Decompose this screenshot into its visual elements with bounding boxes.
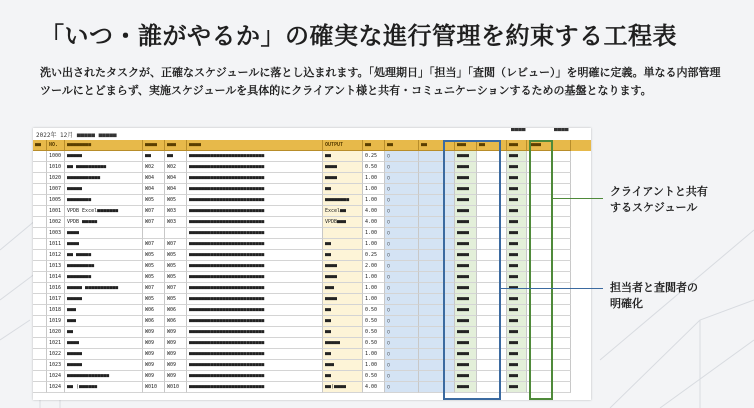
table-cell: 0.50 xyxy=(363,305,385,316)
table-cell: W02 xyxy=(165,162,187,173)
reviewer-highlight-box xyxy=(443,140,501,400)
table-cell: W03 xyxy=(165,217,187,228)
table-cell: 1.00 xyxy=(363,294,385,305)
table-cell: W09 xyxy=(143,360,165,371)
table-cell: ■■■ xyxy=(507,250,527,261)
table-row xyxy=(33,173,591,184)
table-cell: ■■■■■■■■■■■■■■■■■■■■■■■■■ xyxy=(187,294,323,305)
table-cell: ■■■■ xyxy=(455,327,477,338)
table-cell: ■■■ xyxy=(507,217,527,228)
page-title: 「いつ・誰がやるか」の確実な進行管理を約束する工程表 xyxy=(40,22,677,50)
table-cell: W07 xyxy=(165,239,187,250)
table-cell: ◯ xyxy=(385,261,419,272)
table-cell: ■■■■■ xyxy=(65,184,143,195)
table-cell: ■■■■■■■■■■■■■■■■■■■■■■■■■ xyxy=(187,206,323,217)
table-cell: ■■■ xyxy=(507,206,527,217)
table-cell: ■■ xyxy=(323,239,363,250)
table-cell: W05 xyxy=(165,294,187,305)
table-row xyxy=(33,250,591,261)
table-header-cell: ■■ xyxy=(419,140,455,151)
table-cell: ■■■■■■■■■■■■■■■■■■■■■■■■■ xyxy=(187,360,323,371)
table-cell: ■■■■ xyxy=(455,151,477,162)
client-callout-line xyxy=(553,198,603,199)
table-cell: W06 xyxy=(143,305,165,316)
table-cell: ◯ xyxy=(385,272,419,283)
table-cell: ■■■■ xyxy=(455,162,477,173)
table-row xyxy=(33,316,591,327)
table-cell: ■■■■ xyxy=(455,250,477,261)
table-header-cell: ■■■■■■■■ xyxy=(65,140,143,151)
table-cell: ■■■■■■■■■■■■■■■■■■■■■■■■■ xyxy=(187,272,323,283)
table-row xyxy=(33,162,591,173)
table-row xyxy=(33,360,591,371)
table-cell xyxy=(33,272,47,283)
table-cell xyxy=(33,305,47,316)
table-cell: ■■■ xyxy=(507,327,527,338)
table-cell: 0.25 xyxy=(363,151,385,162)
table-cell: ◯ xyxy=(385,228,419,239)
table-cell xyxy=(33,360,47,371)
table-cell: ■■(■■■■ xyxy=(323,382,363,393)
table-cell: W04 xyxy=(165,173,187,184)
table-cell: ◯ xyxy=(385,382,419,393)
table-cell: ■■■ xyxy=(507,261,527,272)
table-cell: ◯ xyxy=(385,173,419,184)
table-row xyxy=(33,217,591,228)
page-description: 洗い出されたタスクが、正確なスケジュールに落とし込まれます。「処理期日」「担当」「査閲（レビュー）」を明確に定義。単なる内部管理ツールにとどまらず、実施スケジュールを具体的にクライアント様と共有・コミュニケーションするための基盤となります。 xyxy=(40,66,721,97)
table-cell: 1017 xyxy=(47,294,65,305)
table-cell: ■■■ xyxy=(507,184,527,195)
table-header-cell: ■■ xyxy=(477,140,507,151)
table-cell: W09 xyxy=(165,360,187,371)
table-cell xyxy=(33,151,47,162)
table-cell xyxy=(33,283,47,294)
table-cell xyxy=(33,382,47,393)
table-cell: W07 xyxy=(143,217,165,228)
table-cell: W05 xyxy=(165,250,187,261)
table-row xyxy=(33,272,591,283)
table-cell xyxy=(323,228,363,239)
table-cell: ■■■ xyxy=(507,195,527,206)
table-cell: 0.50 xyxy=(363,162,385,173)
client-callout xyxy=(610,184,708,216)
table-cell: ◯ xyxy=(385,283,419,294)
table-cell: ■■■ xyxy=(507,338,527,349)
table-row xyxy=(33,206,591,217)
table-cell: ◯ xyxy=(385,305,419,316)
table-cell: 4.00 xyxy=(363,382,385,393)
table-cell: 1002 xyxy=(47,217,65,228)
table-cell: ■■■■ xyxy=(455,272,477,283)
table-cell: W09 xyxy=(165,349,187,360)
table-cell: 0.50 xyxy=(363,371,385,382)
table-cell: 1020 xyxy=(47,173,65,184)
table-cell: ■■■■ xyxy=(323,261,363,272)
table-cell: ◯ xyxy=(385,206,419,217)
table-cell: ■■ ■■■■■ xyxy=(65,250,143,261)
table-cell: ■■ xyxy=(323,349,363,360)
sheet-date: 2022年 12月 ■■■■■ ■■■■■ xyxy=(36,132,117,139)
table-cell xyxy=(143,228,165,239)
table-cell: ◯ xyxy=(385,162,419,173)
table-cell: ◯ xyxy=(385,151,419,162)
table-cell: ◯ xyxy=(385,195,419,206)
table-cell: W05 xyxy=(165,195,187,206)
table-cell: W07 xyxy=(143,283,165,294)
table-cell: ■■■ xyxy=(507,272,527,283)
table-cell: 1.00 xyxy=(363,349,385,360)
table-cell: ■■■■■■■■■■■■■■■■■■■■■■■■■ xyxy=(187,305,323,316)
table-cell: ■■■■ xyxy=(455,382,477,393)
table-cell: ■■■■■■■■■■■■■■■■■■■■■■■■■ xyxy=(187,349,323,360)
table-cell: 1024 xyxy=(47,371,65,382)
table-cell: W05 xyxy=(143,250,165,261)
table-cell: ■■■ xyxy=(507,239,527,250)
table-header-cell: NO. xyxy=(47,140,65,151)
table-cell: ■■■■■ xyxy=(65,360,143,371)
table-cell: ■■■ xyxy=(507,371,527,382)
table-cell: Excel■■ xyxy=(323,206,363,217)
table-cell: ■■■■■ xyxy=(65,151,143,162)
table-cell: 1007 xyxy=(47,184,65,195)
table-cell: ■■■ xyxy=(323,283,363,294)
table-cell: ■■■ xyxy=(65,316,143,327)
table-cell: ◯ xyxy=(385,360,419,371)
table-cell: ■■■■■■■■■■■■■■■■■■■■■■■■■ xyxy=(187,327,323,338)
table-cell: VPDB ■■■■■ xyxy=(65,217,143,228)
table-row xyxy=(33,349,591,360)
table-cell: ◯ xyxy=(385,239,419,250)
table-cell: ■■■ xyxy=(507,228,527,239)
table-cell: ■■■■■ xyxy=(323,338,363,349)
table-cell: W05 xyxy=(165,261,187,272)
table-cell: ■■■■■■■■■■■■■■■■■■■■■■■■■ xyxy=(187,195,323,206)
table-cell: 0.50 xyxy=(363,316,385,327)
table-cell: ■■■ xyxy=(507,283,527,294)
table-cell: 4.00 xyxy=(363,206,385,217)
table-cell: ■■■■ xyxy=(65,239,143,250)
table-cell: ■■■■■■■■ xyxy=(65,195,143,206)
table-cell: ■■■■ xyxy=(323,294,363,305)
table-cell: ■■■ xyxy=(507,162,527,173)
sheet-right-note-1: ■■■■ xyxy=(511,128,526,133)
table-cell: ■■■■■■■■■■■■■■ xyxy=(65,371,143,382)
schedule-sheet xyxy=(33,128,591,400)
table-cell: W09 xyxy=(143,349,165,360)
table-cell xyxy=(33,195,47,206)
table-cell: W07 xyxy=(165,283,187,294)
client-callout-line2: するスケジュール xyxy=(610,201,698,214)
table-cell: 1010 xyxy=(47,162,65,173)
table-header-cell: OUTPUT xyxy=(323,140,363,151)
table-cell: 1.00 xyxy=(363,239,385,250)
table-cell: ■■■■■■■■■■■■■■■■■■■■■■■■■ xyxy=(187,283,323,294)
table-cell: ■■■■■■■■■■■■■■■■■■■■■■■■■ xyxy=(187,228,323,239)
table-cell: 1023 xyxy=(47,360,65,371)
table-cell: ■■ xyxy=(323,151,363,162)
table-cell: ■■■■■■■■■■■■■■■■■■■■■■■■■ xyxy=(187,250,323,261)
table-cell: ■■■■ xyxy=(323,162,363,173)
table-cell: ■■■■■■■■■■■■■■■■■■■■■■■■■ xyxy=(187,261,323,272)
table-cell: ■■■■■■■■■■■■■■■■■■■■■■■■■ xyxy=(187,184,323,195)
table-row xyxy=(33,382,591,393)
table-cell: ■■■ xyxy=(507,349,527,360)
table-cell: W05 xyxy=(143,261,165,272)
table-cell: ■■ xyxy=(165,151,187,162)
table-cell: 1.00 xyxy=(363,228,385,239)
table-header-cell: ■■ xyxy=(385,140,419,151)
table-cell: ■■■■ xyxy=(455,228,477,239)
table-header-cell: ■■■ xyxy=(507,140,527,151)
table-row xyxy=(33,195,591,206)
table-cell: W06 xyxy=(165,316,187,327)
table-cell: ■■■■ xyxy=(455,349,477,360)
table-cell: ■■ xyxy=(323,371,363,382)
table-cell xyxy=(33,206,47,217)
client-schedule-highlight-box xyxy=(529,140,553,400)
table-cell: 1003 xyxy=(47,228,65,239)
table-row xyxy=(33,239,591,250)
table-cell: W06 xyxy=(165,305,187,316)
table-header-cell: ■■■■ xyxy=(143,140,165,151)
table-cell: 1005 xyxy=(47,195,65,206)
table-cell: W09 xyxy=(143,371,165,382)
table-cell: ■■ xyxy=(323,327,363,338)
table-cell: W06 xyxy=(143,316,165,327)
table-cell: ■■■■ xyxy=(455,294,477,305)
table-cell: 1.00 xyxy=(363,360,385,371)
table-cell: ■■■■ xyxy=(455,239,477,250)
table-header-cell: ■■■ xyxy=(455,140,477,151)
table-cell: ■■■■■■■■ xyxy=(323,195,363,206)
table-cell: W04 xyxy=(165,184,187,195)
table-header-row xyxy=(33,140,591,151)
table-row xyxy=(33,371,591,382)
table-cell: 0.50 xyxy=(363,327,385,338)
table-cell: 1022 xyxy=(47,349,65,360)
table-cell: 1.00 xyxy=(363,272,385,283)
table-cell: VPDB Excel■■■■■■■ xyxy=(65,206,143,217)
table-cell: ◯ xyxy=(385,327,419,338)
table-cell: ■■■■ xyxy=(455,360,477,371)
sheet-top-bar xyxy=(33,128,591,140)
table-cell: W03 xyxy=(165,206,187,217)
owner-callout-line xyxy=(501,288,603,289)
table-cell xyxy=(165,228,187,239)
table-cell: ■■■ xyxy=(507,316,527,327)
table-cell: ■■■■■■■■■■■■■■■■■■■■■■■■■ xyxy=(187,217,323,228)
table-header-cell: ■■■■ xyxy=(187,140,323,151)
table-cell: ◯ xyxy=(385,250,419,261)
table-cell: ■■■■■■■■■■■■■■■■■■■■■■■■■ xyxy=(187,162,323,173)
table-cell: ■■ xyxy=(323,316,363,327)
table-row xyxy=(33,228,591,239)
table-cell: ■■■ xyxy=(507,382,527,393)
table-cell: ■■■■■■■■ xyxy=(65,272,143,283)
table-cell: 1013 xyxy=(47,261,65,272)
table-cell: ◯ xyxy=(385,217,419,228)
table-cell: W09 xyxy=(165,338,187,349)
table-cell: ■■■■ xyxy=(455,371,477,382)
table-cell: W010 xyxy=(143,382,165,393)
owner-callout-line2: 明確化 xyxy=(610,297,643,310)
schedule-table xyxy=(33,140,591,393)
table-cell: ■■■ xyxy=(65,305,143,316)
table-cell: ■■ (■■■■■■ xyxy=(65,382,143,393)
table-cell: ■■■■■■■■■■■ xyxy=(65,173,143,184)
table-cell: ■■■■ xyxy=(455,195,477,206)
table-cell: ■■ xyxy=(323,250,363,261)
table-row xyxy=(33,261,591,272)
table-row xyxy=(33,338,591,349)
table-cell: ■■■■■ ■■■■■■■■■■■ xyxy=(65,283,143,294)
table-cell: ■■■■■■■■■■■■■■■■■■■■■■■■■ xyxy=(187,338,323,349)
table-cell: 1.00 xyxy=(363,184,385,195)
table-cell xyxy=(33,250,47,261)
table-cell xyxy=(33,371,47,382)
table-cell: ■■■■■■■■■■■■■■■■■■■■■■■■■ xyxy=(187,371,323,382)
client-callout-line1: クライアントと共有 xyxy=(610,185,708,198)
table-cell: 1.00 xyxy=(363,195,385,206)
table-cell: ■■■■ xyxy=(455,316,477,327)
table-cell: ■■■■ xyxy=(455,217,477,228)
table-header-cell: ■■ xyxy=(363,140,385,151)
table-cell: ■■ xyxy=(323,305,363,316)
table-cell: ■■■■ xyxy=(455,305,477,316)
table-cell: W09 xyxy=(165,371,187,382)
table-cell: 1016 xyxy=(47,283,65,294)
table-cell: ■■■■ xyxy=(323,173,363,184)
table-cell: ◯ xyxy=(385,184,419,195)
table-cell: W010 xyxy=(165,382,187,393)
table-cell: W05 xyxy=(143,195,165,206)
table-cell: ■■ xyxy=(65,327,143,338)
table-row xyxy=(33,294,591,305)
table-cell: W04 xyxy=(143,173,165,184)
table-cell: ■■■■ xyxy=(65,338,143,349)
table-cell: ■■■ xyxy=(507,294,527,305)
table-cell xyxy=(33,173,47,184)
table-row xyxy=(33,305,591,316)
table-cell: ■■ xyxy=(143,151,165,162)
table-header-cell: ■■■■ xyxy=(527,140,571,151)
table-cell: ■■■■ xyxy=(455,173,477,184)
table-cell: 1001 xyxy=(47,206,65,217)
table-cell xyxy=(33,217,47,228)
table-row xyxy=(33,327,591,338)
table-cell: ◯ xyxy=(385,349,419,360)
owner-callout-line1: 担当者と査閲者の xyxy=(610,281,698,294)
table-cell: ■■■■ xyxy=(455,338,477,349)
table-cell: 1018 xyxy=(47,305,65,316)
table-cell: ■■■■■■■■■■■■■■■■■■■■■■■■■ xyxy=(187,173,323,184)
table-cell: 2.00 xyxy=(363,261,385,272)
table-cell xyxy=(33,294,47,305)
table-cell xyxy=(33,239,47,250)
table-cell: ■■■■■■■■■■■■■■■■■■■■■■■■■ xyxy=(187,239,323,250)
table-cell: ◯ xyxy=(385,371,419,382)
table-cell: W09 xyxy=(165,327,187,338)
table-cell: ■■■ xyxy=(507,360,527,371)
table-cell: ■■■■■■■■■■■■■■■■■■■■■■■■■ xyxy=(187,382,323,393)
sheet-right-note-2: ■■■■ xyxy=(554,128,569,133)
table-cell xyxy=(33,228,47,239)
table-cell: W05 xyxy=(143,272,165,283)
table-cell: ◯ xyxy=(385,294,419,305)
table-cell xyxy=(33,184,47,195)
table-cell: 0.25 xyxy=(363,250,385,261)
table-cell: 1024 xyxy=(47,382,65,393)
table-cell: ◯ xyxy=(385,338,419,349)
table-cell: ■■■ xyxy=(507,151,527,162)
table-cell: 1012 xyxy=(47,250,65,261)
table-cell xyxy=(33,338,47,349)
owner-callout xyxy=(610,280,698,312)
table-cell xyxy=(33,162,47,173)
table-cell: ■■■■ xyxy=(455,283,477,294)
table-cell: 4.00 xyxy=(363,217,385,228)
table-cell xyxy=(33,261,47,272)
table-row xyxy=(33,184,591,195)
table-cell: W07 xyxy=(143,206,165,217)
table-cell: W09 xyxy=(143,327,165,338)
table-cell: W05 xyxy=(143,294,165,305)
table-cell: ■■■ xyxy=(507,173,527,184)
table-cell: ■■■■ xyxy=(323,272,363,283)
table-cell: ■■ ■■■■■■■■■■ xyxy=(65,162,143,173)
table-cell: ■■■ xyxy=(507,305,527,316)
table-cell: 1014 xyxy=(47,272,65,283)
table-cell xyxy=(33,349,47,360)
table-header-cell: ■■ xyxy=(33,140,47,151)
table-cell: 1.00 xyxy=(363,173,385,184)
table-cell: ■■■■■ xyxy=(65,294,143,305)
table-cell: ■■■■■■■■■■■■■■■■■■■■■■■■■ xyxy=(187,316,323,327)
table-cell: ■■ xyxy=(323,184,363,195)
table-cell: ■■■■■■■■■ xyxy=(65,261,143,272)
table-header-cell: ■■■ xyxy=(165,140,187,151)
table-cell: VPDB■■■ xyxy=(323,217,363,228)
table-cell: ■■■■■■■■■■■■■■■■■■■■■■■■■ xyxy=(187,151,323,162)
table-cell: ■■■■ xyxy=(65,228,143,239)
table-cell: ■■■■ xyxy=(455,184,477,195)
table-cell: 1020 xyxy=(47,327,65,338)
table-cell: 0.50 xyxy=(363,338,385,349)
table-cell: ■■■■ xyxy=(455,261,477,272)
table-cell: W05 xyxy=(165,272,187,283)
table-cell: W02 xyxy=(143,162,165,173)
table-cell: 1011 xyxy=(47,239,65,250)
table-cell: 1000 xyxy=(47,151,65,162)
table-cell: W07 xyxy=(143,239,165,250)
table-cell: ◯ xyxy=(385,316,419,327)
table-cell: ■■■■■ xyxy=(65,349,143,360)
table-cell: 1021 xyxy=(47,338,65,349)
table-cell: W09 xyxy=(143,338,165,349)
table-cell: 1.00 xyxy=(363,283,385,294)
table-cell: ■■■■ xyxy=(455,206,477,217)
table-cell: W04 xyxy=(143,184,165,195)
table-cell: ■■■ xyxy=(323,360,363,371)
table-cell: 1019 xyxy=(47,316,65,327)
table-row xyxy=(33,151,591,162)
table-cell xyxy=(33,327,47,338)
table-cell xyxy=(33,316,47,327)
